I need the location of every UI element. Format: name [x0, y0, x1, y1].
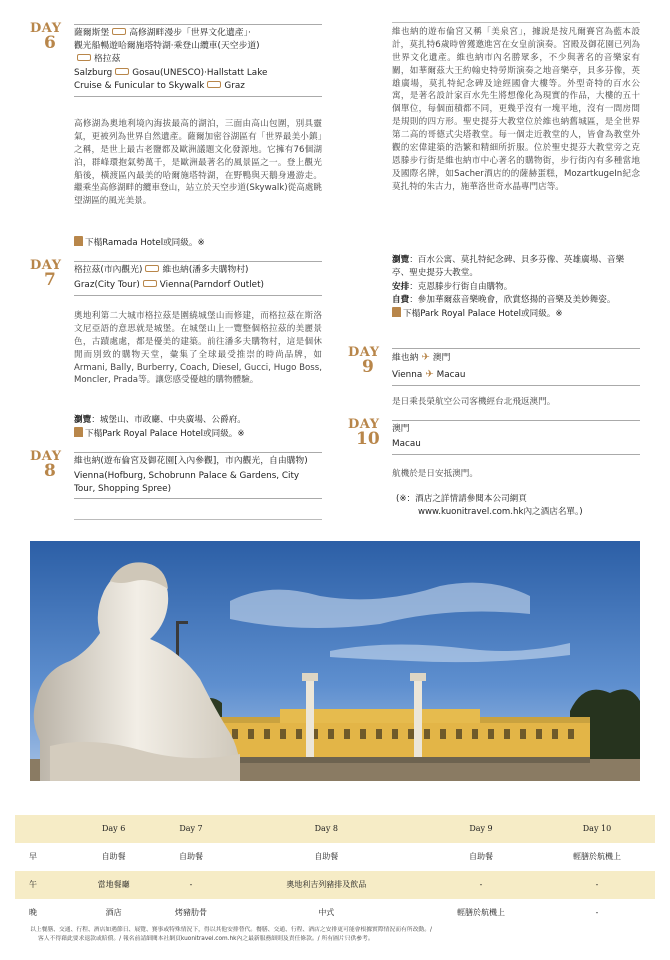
day7-visit: 瀏覽：城堡山、市政廳、中央廣場、公爵府。 — [74, 415, 246, 425]
day8-title-zh: 維也納(遊布倫宮及御花園[入內參觀]，市內觀光，自由購物) — [74, 456, 308, 466]
day10-description: 航機於是日安抵澳門。 — [392, 469, 478, 479]
day8-arranged: 安排：克恩滕步行街自由購物。 — [392, 281, 513, 292]
meal-header: Day 10 — [582, 824, 612, 834]
plane-icon: ✈ — [421, 352, 430, 363]
meal-cell: - — [595, 908, 599, 918]
day7-heading — [74, 261, 322, 296]
day9-description: 是日乘長榮航空公司客機經台北飛返澳門。 — [392, 397, 556, 407]
day7-hotel: 下榻Park Royal Palace Hotel或同級。※ — [74, 427, 322, 441]
day-word: DAY — [348, 417, 380, 432]
meal-cell: 烤豬肋骨 — [174, 908, 207, 918]
meal-header: Day 8 — [314, 824, 338, 834]
day7-badge — [30, 259, 72, 289]
day6-title-en: Salzburg Gosau(UNESCO)‧Hallstatt Lake Cruise & Funicular to Skywalk Graz — [74, 68, 268, 91]
day10-heading — [392, 420, 640, 455]
day10-badge — [348, 418, 390, 448]
day-word: DAY — [30, 449, 62, 464]
day8-title-en: Vienna(Hofburg, Schobrunn Palace & Gardens, City Tour, Shopping Spree) — [74, 470, 300, 494]
day8-optional: 自費：參加華爾茲音樂晚會，欣賞悠揚的音樂及美妙舞姿。 — [392, 294, 616, 305]
dinner-row — [15, 899, 655, 927]
meal-cell: 輕膳於航機上 — [456, 908, 505, 918]
meal-header: Day 7 — [179, 824, 203, 834]
day8-hotel: 下榻Park Royal Palace Hotel或同級。※ — [392, 307, 640, 321]
meal-cell: 輕膳於航機上 — [572, 852, 621, 862]
meal-header: Day 9 — [469, 824, 493, 834]
day6-title-zh: 薩爾斯堡 高修湖畔漫步「世界文化遺產」‧ 觀光船暢遊哈爾施塔特湖‧乘登山纜車(天空步道) 格拉茲 — [74, 28, 260, 64]
meal-cell: 中式 — [318, 908, 335, 918]
hotel-icon — [392, 307, 401, 317]
breakfast-row — [15, 843, 655, 871]
meal-cell: - — [479, 880, 483, 890]
day-word: DAY — [30, 21, 62, 36]
day8-description: 維也納的遊布倫宮又稱「美泉宮」，據說是按凡爾賽宮為藍本設計，莫扎特6歲時曾獲邀進宮在女皇前演奏。宮殿及御花園已列為世界文化遺產。維也納市內名勝眾多，不少與著名的音樂家有關，如華爾茲大王約翰史特勞斯演奏之地音樂亭，貝多芬像，英雄廣場，莫扎特紀念碑及途經國會大樓等。外型奇特的百水公寓，是著名設計家百水先生將想像化為現實的作品，大樓的五十個單位，每個面積都不同，更幾乎沒有一塊平地，沒有一間房間是規則的四方形。聖史提芬大教堂位於維也納舊城區，是全世界第二高的哥德式尖塔教堂。每一個走近教堂的人，皆會為教堂外觀的宏偉建築的浩繁和精細所折服。位於聖史提芬大教堂旁之克恩滕步行街是維也納市中心著名的購物街，步行街內有多種當地及國際名牌，如Sacher酒店的的薩赫蛋糕，MozartkugeIn紀念莫扎特的朱古力，施華洛世奇水晶專門店等。 — [392, 27, 640, 192]
plane-icon: ✈ — [425, 368, 434, 380]
bus-icon — [115, 68, 129, 75]
palace-illustration — [30, 541, 640, 781]
day6-description: 高修湖為奧地利境內海拔最高的湖泊，三面由高山包圍，別具靈氣，更被列為世界自然遺產。薩爾加密谷湖區有「世界最美小鎮」之稱，是世上最古老鹽都及歐洲議題文化發源地。它擁有76個湖泊，群峰環抱氣勢萬千，是歐洲最著名的風景區之一。登上觀光船後，橫渡區內最美的哈爾施塔特湖，在野鴨與天鵝身邊游走。繼乘坐高修湖畔的纜車登山，站立於天空步道(Skywalk)從高處眺望湖區的風光美景。 — [74, 119, 322, 207]
day9-title-zh: 維也納 ✈ 澳門 — [392, 352, 451, 363]
bus-icon — [145, 265, 159, 272]
bus-icon — [143, 280, 157, 287]
divider — [392, 22, 640, 23]
footnote: 以上餐膳、交通、行程、酒店如遇節日、展覽、賽事或特殊情況下，得以其他安排替代。餐膳、交通、行程、酒店之安排更可能會根據實際情況而有所改動。/ 客人不得藉此要求退款或賠償。/ 報名前請細閱本社網頁kuonitravel.com.hk內之最新服務細則及責任條款。/ 所有圖片只供參考。 — [30, 927, 432, 943]
day6-hotel: 下榻Ramada Hotel或同級。※ — [74, 236, 322, 250]
hotel-icon — [74, 427, 83, 437]
dinner-label: 晚 — [29, 908, 37, 918]
day7-description: 奧地利第二大城市格拉茲是圍繞城堡山而修建，而格拉茲在斯洛文尼亞語的意思就是城堡。在城堡山上一覽整個格拉茲的美麗景色，古蹟處處，都是優美的建築。前往潘多夫購物村，這是個休閒而別致的購物天堂，彙集了全球最受推崇的時尚品牌，如Armani, Bally, Burberry, Coach, Diesel, Gucci, Hugo Boss, Moncler, Prada等。讓您感受優越的購物體驗。 — [74, 311, 322, 386]
day8-badge — [30, 450, 72, 480]
meal-cell: 自助餐 — [468, 852, 493, 862]
day9-title-en: Vienna ✈ Macau — [392, 368, 466, 380]
breakfast-label: 早 — [29, 852, 37, 862]
day7-title-zh: 格拉茲(市內觀光) 維也納(潘多夫購物村) — [74, 265, 249, 275]
day8-visit: 瀏覽：百水公寓、莫扎特紀念碑、貝多芬像、英雄廣場、音樂亭、聖史提芬大教堂。 — [392, 255, 625, 279]
meal-cell: 當地餐廳 — [97, 880, 130, 890]
meal-table — [15, 815, 655, 927]
day6-heading — [74, 24, 322, 97]
day9-badge — [348, 346, 390, 376]
day8-heading — [74, 452, 322, 499]
bus-icon — [112, 28, 126, 35]
meal-cell: - — [595, 880, 599, 890]
day-word: DAY — [348, 345, 380, 360]
meal-table-header-row — [15, 815, 655, 843]
day-number: 6 — [44, 33, 56, 53]
meal-cell: 自助餐 — [314, 852, 339, 862]
day6-badge — [30, 22, 72, 52]
day-number: 7 — [44, 270, 56, 290]
day7-title-en: Graz(City Tour) Vienna(Parndorf Outlet) — [74, 279, 264, 290]
meal-header: Day 6 — [101, 824, 126, 834]
meal-cell: 自助餐 — [178, 852, 203, 862]
meal-cell: - — [189, 880, 193, 890]
schonbrunn-palace-photo — [30, 541, 640, 781]
day10-title-en: Macau — [392, 438, 421, 449]
day7-meta — [74, 414, 322, 442]
meal-cell: 奧地利吉列豬排及飲品 — [286, 880, 367, 890]
day-number: 9 — [362, 357, 374, 377]
bus-icon — [207, 81, 221, 88]
meal-cell: 自助餐 — [101, 852, 126, 862]
day-word: DAY — [30, 258, 62, 273]
bus-icon — [77, 54, 91, 61]
hotel-icon — [74, 236, 83, 246]
hotel-note: (※：酒店之詳情請參閱本公司網頁 www.kuonitravel.com.hk內之酒店名單。) — [396, 494, 583, 518]
day-number: 8 — [44, 461, 56, 481]
divider — [74, 519, 322, 520]
day9-heading — [392, 348, 640, 386]
lunch-label: 午 — [29, 880, 37, 890]
day-number: 10 — [356, 429, 380, 449]
day10-title-zh: 澳門 — [392, 424, 410, 434]
meal-cell: 酒店 — [105, 908, 122, 918]
day8-meta — [392, 254, 640, 322]
lunch-row — [15, 871, 655, 899]
